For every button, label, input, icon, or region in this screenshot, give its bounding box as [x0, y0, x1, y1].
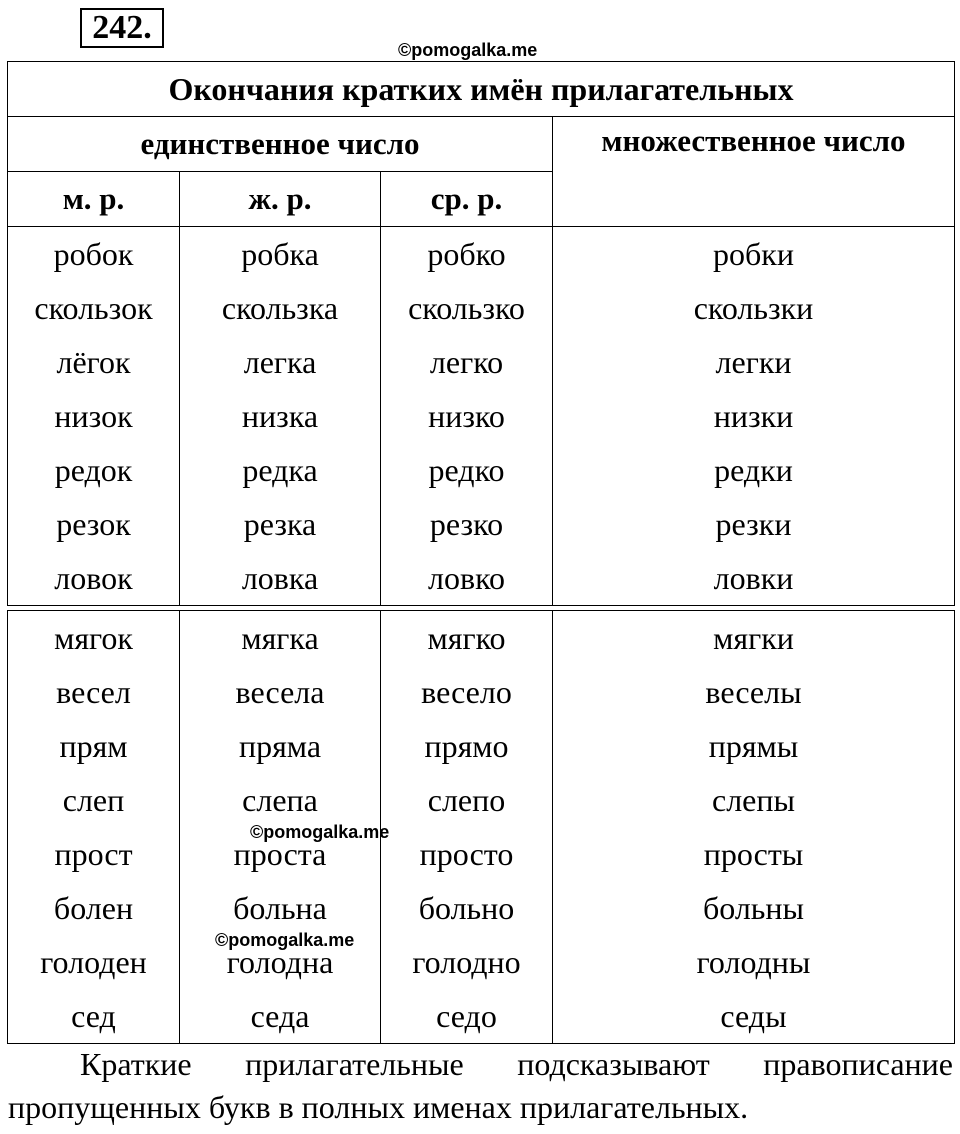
word: низок [54, 398, 133, 434]
word: лёгок [56, 344, 131, 380]
word: робко [427, 236, 506, 272]
word: мягко [427, 620, 506, 656]
word: резок [56, 506, 131, 542]
group1-plural-column [553, 227, 955, 606]
word: больны [702, 890, 805, 926]
word: седа [250, 998, 310, 1034]
word: низко [428, 398, 505, 434]
word: весела [235, 674, 325, 710]
word: седы [720, 998, 787, 1034]
word: слепы [712, 782, 795, 818]
word: скользок [34, 290, 153, 326]
word: редки [714, 452, 793, 488]
word: голоден [40, 944, 147, 980]
group2-masc-column [8, 611, 180, 1044]
word: мягки [713, 620, 794, 656]
word: резка [243, 506, 317, 542]
word: слепо [427, 782, 506, 818]
word: робок [53, 236, 134, 272]
word: весел [56, 674, 131, 710]
word: редко [428, 452, 505, 488]
word: прям [59, 728, 128, 764]
word: легко [429, 344, 504, 380]
word: мягка [241, 620, 319, 656]
word: слеп [62, 782, 125, 818]
fem-header: ж. р. [180, 172, 381, 227]
word: резки [715, 506, 792, 542]
word: редка [242, 452, 318, 488]
word: резко [429, 506, 504, 542]
word: скользки [693, 290, 814, 326]
word: легка [243, 344, 317, 380]
word: низки [713, 398, 794, 434]
word: просто [419, 836, 514, 872]
word: голодна [226, 944, 334, 980]
masc-header: м. р. [8, 172, 180, 227]
word: больно [418, 890, 515, 926]
word: редок [54, 452, 133, 488]
word: седо [436, 998, 497, 1034]
word: просты [703, 836, 804, 872]
word: слепа [242, 782, 318, 818]
word: больна [233, 890, 327, 926]
word: проста [233, 836, 327, 872]
word: веселы [705, 674, 802, 710]
group1-fem-column [180, 227, 381, 606]
neut-header: ср. р. [381, 172, 553, 227]
word: скользко [408, 290, 525, 326]
singular-header: единственное число [8, 117, 553, 172]
table-title: Окончания кратких имён прилагательных [8, 62, 955, 117]
word: весело [421, 674, 512, 710]
word: болен [53, 890, 134, 926]
watermark-middle: ©pomogalka.me [250, 822, 390, 842]
watermark-lower: ©pomogalka.me [215, 930, 355, 950]
word: низка [241, 398, 319, 434]
word: ловка [241, 560, 319, 596]
word: прямо [424, 728, 509, 764]
group1-neut-column [381, 227, 553, 606]
group1-row [8, 227, 955, 606]
short-adjectives-table [7, 61, 955, 1044]
word: скользка [221, 290, 339, 326]
word: прост [54, 836, 133, 872]
group2-neut-column [381, 611, 553, 1044]
explanation-paragraph: Краткие прилагательные подсказывают правописание пропущенных букв в полных именах прилагательных. [8, 1046, 953, 1125]
word: робки [713, 236, 794, 272]
word: легки [715, 344, 792, 380]
plural-header: множественное число [553, 117, 955, 227]
group2-row [8, 611, 955, 1044]
word: ловко [428, 560, 505, 596]
word: пряма [238, 728, 322, 764]
word: робка [241, 236, 319, 272]
word: мягок [54, 620, 133, 656]
watermark-top: ©pomogalka.me [398, 40, 538, 60]
word: сед [71, 998, 116, 1034]
word: голодны [696, 944, 811, 980]
word: ловки [713, 560, 794, 596]
word: ловок [54, 560, 133, 596]
exercise-number: 242. [80, 8, 164, 48]
group1-masc-column [8, 227, 180, 606]
word: голодно [412, 944, 521, 980]
word: прямы [708, 728, 799, 764]
group2-plural-column [553, 611, 955, 1044]
